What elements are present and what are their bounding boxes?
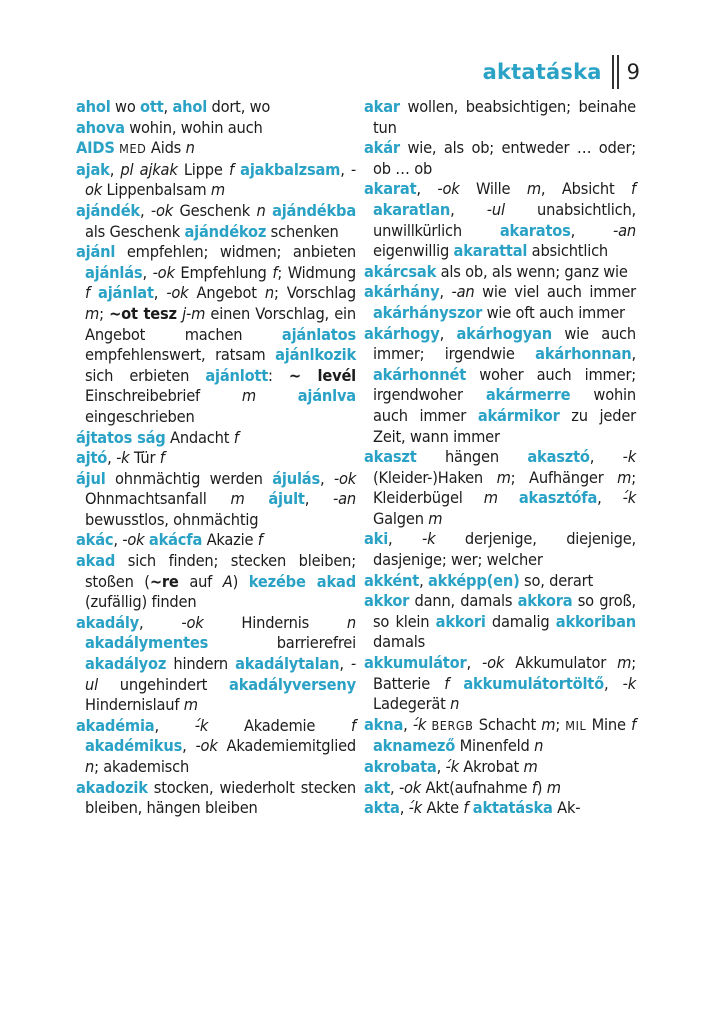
- dictionary-entry: akkor dann, damals akkora so groß, so klein akkori damalig akkoriban damals: [364, 591, 637, 652]
- grammar-label: n: [534, 736, 544, 756]
- headword: akasztó: [527, 447, 590, 467]
- headword: akképp(en): [428, 570, 520, 590]
- dictionary-entry: akadozik stocken, wiederholt stecken bleiben, hängen bleiben: [76, 777, 356, 818]
- dictionary-entry: ajándék, -ok Geschenk n ajándékba als Geschenk ajándékoz schenken: [76, 200, 357, 241]
- grammar-label: m: [230, 489, 245, 509]
- headword: akar: [364, 97, 400, 116]
- grammar-label: m: [496, 467, 511, 487]
- headword: ajánlatos: [281, 324, 356, 344]
- subject-label: MIL: [565, 717, 587, 733]
- grammar-label: m: [85, 303, 100, 323]
- headword: akadály: [76, 612, 140, 632]
- headword: akta: [364, 798, 400, 818]
- grammar-label: m: [483, 488, 498, 508]
- grammar-label: m: [210, 180, 225, 200]
- headword: ajánlott: [205, 365, 269, 385]
- headword: AIDS: [76, 138, 115, 158]
- grammar-label: m: [428, 508, 443, 528]
- headword: akárcsak: [364, 261, 437, 281]
- grammar-label: -ok: [437, 179, 460, 199]
- headword: akármikor: [477, 405, 560, 425]
- headword: akarat: [364, 179, 417, 199]
- grammar-label: f: [351, 715, 356, 735]
- headword: ájul: [76, 468, 106, 488]
- headword: akadémikus: [85, 736, 183, 756]
- phrase: ~ot tesz: [109, 303, 177, 323]
- headword: akárhogyan: [456, 323, 553, 343]
- subject-label: BERGB: [431, 717, 474, 733]
- dictionary-entry: ahol wo ott, ahol dort, wo: [76, 97, 271, 116]
- headword: ahova: [76, 117, 125, 137]
- headword: akárhány: [364, 282, 440, 302]
- headword: aktatáska: [472, 798, 553, 818]
- dictionary-entry: akta, -́k Akte f aktatáska Ak-: [364, 798, 581, 818]
- phrase: ~re: [149, 571, 179, 591]
- headword: kezébe akad: [248, 571, 356, 591]
- headword: akkoriban: [555, 611, 636, 631]
- headword: akkumulátortöltő: [463, 673, 604, 693]
- grammar-label: m: [523, 757, 538, 776]
- headword: ajánlás: [85, 262, 143, 282]
- headword: ájulás: [272, 468, 320, 488]
- dictionary-entry: akar wollen, beabsichtigen; beinahe tun: [364, 97, 636, 137]
- grammar-label: n: [185, 138, 195, 158]
- grammar-label: -ul: [486, 199, 505, 219]
- grammar-label: m: [546, 777, 561, 797]
- headword: akárhonnét: [373, 364, 467, 384]
- dictionary-entry: ahova wohin, wohin auch: [76, 117, 263, 137]
- grammar-label: -ul: [85, 654, 357, 694]
- dictionary-entry: akkumulátor, -ok Akkumulator m; Batterie f akkumulátortöltő, -k Ladegerät n: [364, 653, 636, 714]
- headword: akt: [364, 777, 391, 797]
- headword: ajánlva: [297, 386, 356, 406]
- headword: ott: [140, 97, 164, 116]
- grammar-label: f: [85, 283, 90, 303]
- headword: ajánlkozik: [275, 345, 356, 365]
- headword: akkori: [435, 611, 486, 631]
- grammar-label: -ok: [85, 159, 357, 200]
- headword: aknamező: [373, 736, 456, 756]
- grammar-label: -k: [116, 448, 130, 468]
- headword: akác: [76, 530, 114, 550]
- header-divider: [612, 55, 619, 89]
- grammar-label: n: [264, 283, 274, 303]
- grammar-label: A: [222, 571, 233, 591]
- running-header: [483, 52, 640, 92]
- grammar-label: m: [617, 653, 632, 673]
- grammar-label: -ok: [166, 283, 189, 303]
- grammar-label: f: [159, 448, 165, 468]
- dictionary-entry: AIDS MED Aids n: [76, 138, 195, 158]
- dictionary-entry: akác, -ok akácfa Akazie f: [76, 530, 263, 550]
- page-number: 9: [626, 60, 640, 84]
- headword: akkumulátor: [364, 653, 467, 673]
- headword: akadályoz: [85, 654, 167, 674]
- grammar-label: -ok: [398, 777, 422, 797]
- headword: ajándék: [76, 200, 140, 220]
- headword: akad: [76, 551, 116, 571]
- headword: akárhonnan: [535, 344, 632, 364]
- grammar-label: -k: [622, 447, 637, 467]
- headword: akárhogy: [364, 323, 440, 343]
- grammar-label: f: [444, 673, 450, 693]
- dictionary-entry: ajánl empfehlen; widmen; anbieten ajánlás, -ok Empfehlung f; Widmung f ajánlat, -ok Angebot n; Vorschlag m; ~ot tesz j-m einen Vorschlag, ein Angebot machen ajánlatos empfehlenswert, ratsam ajánlkozik sich erbieten ajánlott: ~ levél Einschreibebrief m ajánlva eingeschrieben: [76, 242, 357, 426]
- grammar-label: f: [631, 179, 636, 199]
- grammar-label: pl ajkak: [120, 159, 178, 179]
- dictionary-entry: akt, -ok Akt(aufnahme f) m: [364, 777, 561, 797]
- headword: akarattal: [453, 241, 528, 261]
- dictionary-entry: aki, -k derjenige, diejenige, dasjenige; wer; welcher: [364, 529, 636, 570]
- dictionary-entry: akadémia, -́k Akademie f akadémikus, -ok Akademiemitglied n; akademisch: [76, 715, 357, 776]
- dictionary-entry: akként, akképp(en) so, derart: [364, 570, 594, 590]
- dictionary-entry: akad sich finden; stecken bleiben; stoßen (~re auf A) kezébe akad (zufällig) finden: [76, 551, 356, 612]
- grammar-label: -ok: [122, 530, 145, 550]
- grammar-label: n: [346, 612, 357, 632]
- grammar-label: m: [526, 179, 541, 199]
- dictionary-entry: ajak, pl ajkak Lippe f ajakbalzsam, -ok Lippenbalsam m: [76, 159, 357, 200]
- grammar-label: n: [85, 757, 95, 776]
- grammar-label: f: [228, 159, 234, 179]
- headword: akként: [364, 570, 420, 590]
- headword: akadémia: [76, 715, 155, 735]
- phrase: ~ levél: [288, 365, 356, 385]
- dictionary-entry: akna, -́k BERGB Schacht m; MIL Mine f aknamező Minenfeld n: [364, 714, 637, 756]
- grammar-label: -an: [451, 282, 475, 302]
- grammar-label: m: [241, 386, 256, 406]
- headword: akadálymentes: [85, 633, 209, 653]
- headword: ajánl: [76, 242, 116, 262]
- grammar-label: -an: [613, 220, 636, 240]
- dictionary-entry: ájtatos ság Andacht f: [76, 427, 239, 447]
- headword: ajándékoz: [184, 221, 267, 241]
- grammar-label: -́k: [622, 488, 637, 508]
- grammar-label: f: [233, 427, 239, 447]
- grammar-label: -́k: [445, 757, 459, 776]
- grammar-label: -k: [622, 673, 636, 693]
- grammar-label: -ok: [482, 653, 505, 673]
- grammar-label: n: [256, 200, 266, 220]
- grammar-label: -́k: [194, 715, 209, 735]
- grammar-label: m: [541, 714, 556, 734]
- grammar-label: -́k: [408, 798, 422, 818]
- grammar-label: -ok: [333, 468, 356, 488]
- grammar-label: m: [183, 695, 198, 715]
- grammar-label: -an: [333, 489, 356, 509]
- dictionary-entry: akarat, -ok Wille m, Absicht f akaratlan, -ul unabsichtlich, unwillkürlich akaratos, -an eigenwillig akarattal absichtlich: [364, 179, 636, 261]
- headword: akaratlan: [373, 199, 451, 219]
- grammar-label: f: [531, 777, 537, 797]
- headword: ahol: [76, 97, 111, 116]
- left-column: [76, 97, 356, 819]
- headword: akácfa: [148, 530, 203, 550]
- grammar-label: -ok: [181, 612, 204, 632]
- dictionary-entry: akárhány, -an wie viel auch immer akárhányszor wie oft auch immer: [364, 282, 637, 322]
- headword: akaratos: [499, 220, 571, 240]
- headword: akadálytalan: [235, 654, 340, 674]
- dictionary-entry: akrobata, -́k Akrobat m: [364, 757, 538, 776]
- dictionary-entry: ájul ohnmächtig werden ájulás, -ok Ohnmachtsanfall m ájult, -an bewusstlos, ohnmächtig: [76, 468, 356, 529]
- grammar-label: j-m: [182, 303, 206, 323]
- headword: ajánlat: [98, 283, 154, 303]
- grammar-label: f: [463, 798, 469, 818]
- dictionary-entry: akárhogy, akárhogyan wie auch immer; irgendwie akárhonnan, akárhonnét woher auch immer; irgendwoher akármerre wohin auch immer akármikor zu jeder Zeit, wann immer: [364, 323, 636, 446]
- headword: akkor: [364, 591, 410, 611]
- headword: akrobata: [364, 757, 437, 776]
- headword: ajakbalzsam: [240, 159, 341, 179]
- headword: ajtó: [76, 448, 108, 468]
- headword: akármerre: [485, 385, 571, 405]
- grammar-label: m: [617, 467, 632, 487]
- headword: ájtatos ság: [76, 427, 166, 447]
- header-guide-word: aktatáska: [482, 60, 602, 84]
- right-column: [364, 97, 636, 819]
- dictionary-entry: akadály, -ok Hindernis n akadálymentes barrierefrei akadályoz hindern akadálytalan, -ul ungehindert akadályverseny Hindernislauf m: [76, 612, 357, 715]
- headword: akaszt: [364, 447, 417, 467]
- subject-label: MED: [119, 141, 147, 157]
- dictionary-entry: ajtó, -k Tür f: [76, 448, 165, 468]
- headword: aki: [364, 529, 389, 549]
- headword: ájult: [268, 489, 305, 509]
- grammar-label: -ok: [150, 200, 174, 220]
- grammar-label: -́k: [412, 714, 427, 734]
- headword: akárhányszor: [373, 302, 483, 322]
- grammar-label: -ok: [195, 736, 218, 756]
- headword: akna: [364, 714, 404, 734]
- grammar-label: f: [257, 530, 263, 550]
- headword: akasztófa: [518, 488, 598, 508]
- dictionary-entry: akár wie, als ob; entweder … oder; ob … ob: [364, 138, 636, 178]
- headword: akadozik: [76, 777, 148, 797]
- grammar-label: f: [272, 262, 278, 282]
- headword: akkora: [517, 591, 573, 611]
- grammar-label: f: [631, 714, 637, 734]
- headword: ahol: [172, 97, 208, 116]
- grammar-label: -ok: [152, 262, 175, 282]
- headword: akár: [364, 138, 400, 158]
- dictionary-entry: akaszt hängen akasztó, -k (Kleider-)Haken m; Aufhänger m; Kleiderbügel m akasztófa, -́k Galgen m: [364, 447, 637, 528]
- headword: akadályverseny: [229, 674, 356, 694]
- grammar-label: n: [450, 694, 460, 714]
- grammar-label: -k: [422, 529, 436, 549]
- headword: ajak: [76, 159, 110, 179]
- dictionary-entry: akárcsak als ob, als wenn; ganz wie: [364, 261, 628, 281]
- headword: ajándékba: [272, 200, 357, 220]
